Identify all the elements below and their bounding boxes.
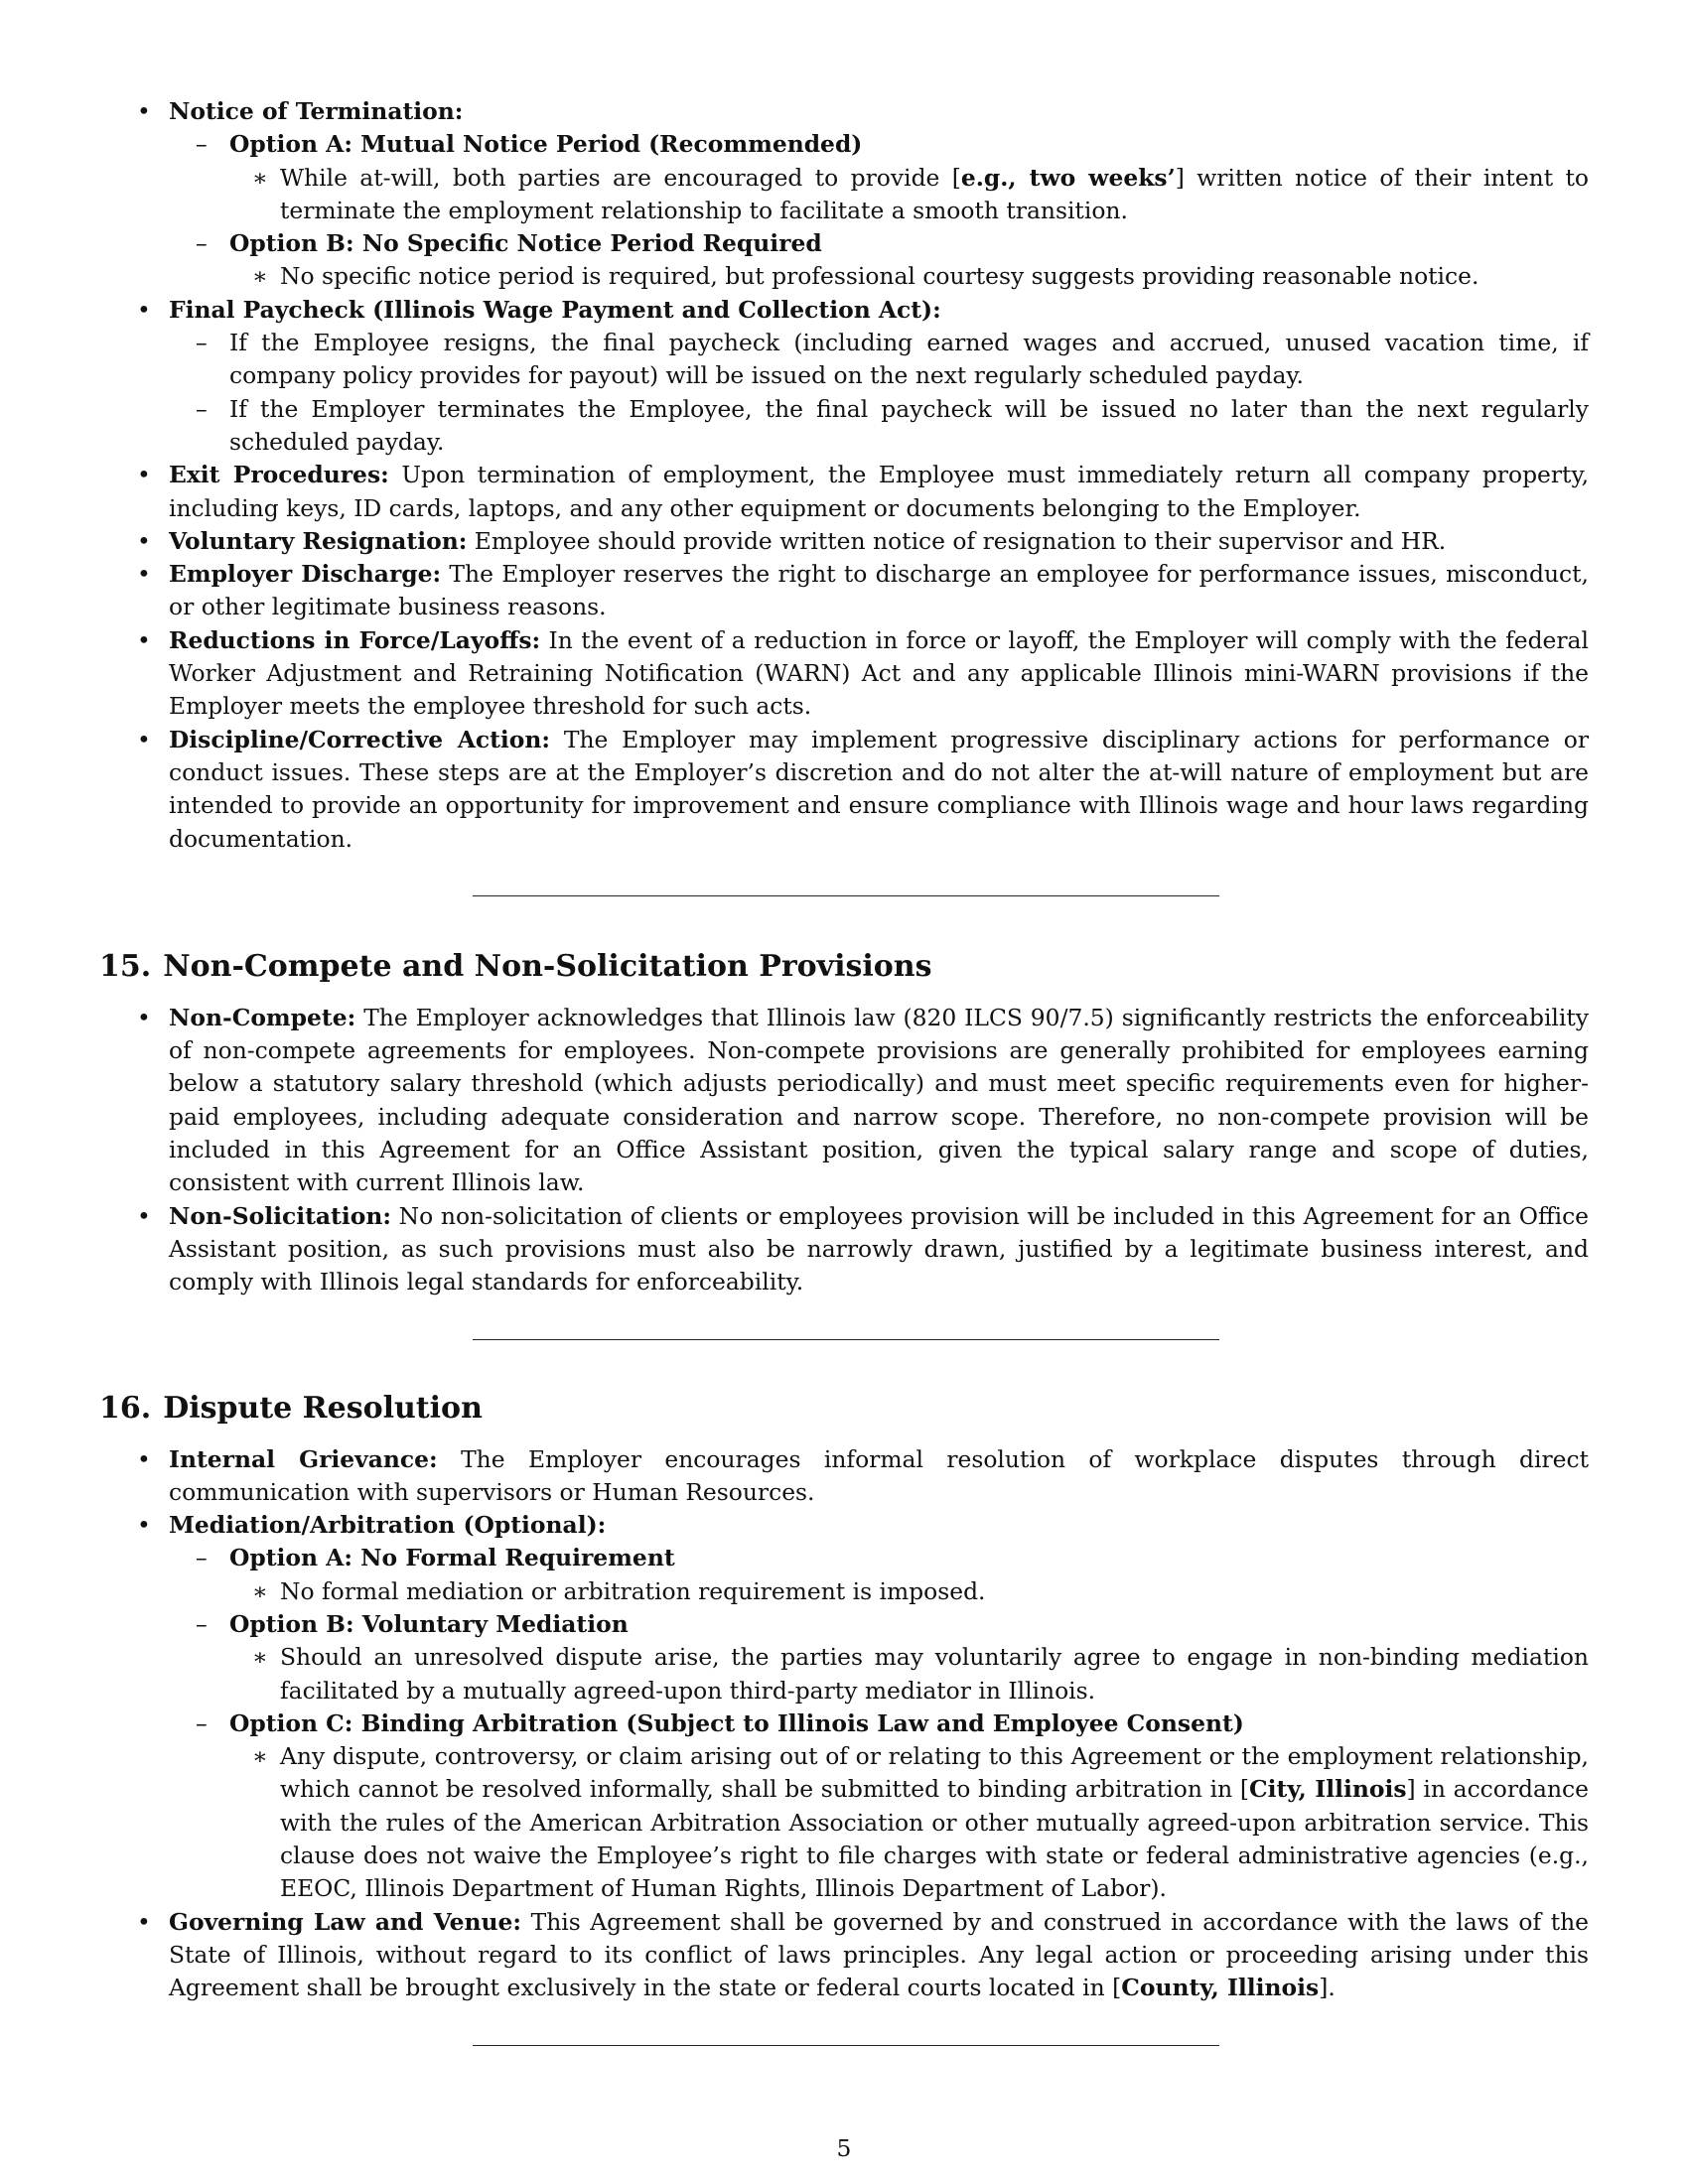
list-item-option-b-text	[99, 260, 1589, 293]
item-label: Reductions in Force/Layoffs:	[169, 625, 541, 654]
item-text: Employee should provide written notice of resignation to their supervisor and HR.	[474, 526, 1447, 555]
dash-marker: –	[196, 1544, 208, 1572]
item-text: The Employer reserves the right to discharge an employee for performance issues, misconduct, or other legitimate business reasons.	[169, 560, 1589, 621]
list-item-non-solicitation	[99, 1200, 1589, 1299]
text-pre: This Agreement shall be governed by and construed in accordance with the laws of the State of Illinois, without regard to its conflict of laws principles. Any legal action or proceeding arising under this Agreement shall be brought exclusively in the state or federal courts located in [	[169, 1907, 1590, 2002]
bullet-marker: •	[137, 1511, 151, 1540]
list-item-option-c	[99, 1707, 1589, 1740]
list-item-discharge	[99, 558, 1589, 624]
item-label: Governing Law and Venue:	[169, 1907, 522, 1936]
placeholder-text: e.g., two weeks’	[960, 163, 1176, 192]
bullet-marker: •	[137, 1201, 151, 1230]
termination-list	[99, 95, 1589, 856]
list-item-grievance	[99, 1443, 1589, 1510]
dash-marker: –	[196, 1609, 208, 1638]
page-number: 5	[836, 2134, 852, 2162]
list-item-notice	[99, 95, 1589, 128]
item-text: Should an unresolved dispute arise, the parties may voluntarily agree to engage in non-binding mediation facilitated by a mutually agreed-upon third-party mediator in Illinois.	[280, 1643, 1589, 1705]
list-item-final-paycheck	[99, 294, 1589, 327]
text-pre: While at-will, both parties are encouraged to provide [	[280, 163, 961, 192]
item-label: Internal Grievance:	[169, 1444, 438, 1473]
list-item-voluntary	[99, 525, 1589, 558]
item-text: If the Employer terminates the Employee, the final paycheck will be issued no later than the next regularly scheduled payday.	[229, 394, 1589, 456]
list-item-option-b	[99, 1608, 1589, 1641]
bullet-marker: •	[137, 461, 151, 489]
item-text: The Employer acknowledges that Illinois law (820 ILCS 90/7.5) significantly restricts the enforceability of non-compete agreements for employees. Non-compete provisions are generally prohibited for employees earning below a statutory salary threshold (which adjusts periodically) and must meet specific requirements even for higher-paid employees, including adequate consideration and narrow scope. Therefore, no non-compete provision will be included in this Agreement for an Office Assistant position, given the typical salary range and scope of duties, consistent with current Illinois law.	[169, 1003, 1589, 1197]
asterisk-marker: ∗	[252, 1742, 268, 1771]
list-item-paycheck-resign	[99, 327, 1589, 393]
list-item-governing-law	[99, 1906, 1589, 2005]
option-label: Option A: Mutual Notice Period (Recommended)	[229, 130, 863, 159]
text-post: ] written notice of their intent to terminate the employment relationship to facilitate a smooth transition.	[280, 163, 1589, 224]
bullet-marker: •	[137, 97, 151, 125]
section-title: Dispute Resolution	[163, 1390, 483, 1426]
item-text: If the Employee resigns, the final paycheck (including earned wages and accrued, unused vacation time, if company policy provides for payout) will be issued on the next regularly scheduled payday.	[229, 329, 1589, 390]
asterisk-marker: ∗	[252, 163, 268, 192]
item-text: No specific notice period is required, but professional courtesy suggests providing reasonable notice.	[280, 262, 1479, 291]
list-item-exit	[99, 459, 1589, 525]
item-label: Discipline/Corrective Action:	[169, 725, 551, 753]
dispute-list	[99, 1443, 1589, 2005]
item-text: Upon termination of employment, the Employee must immediately return all company property, including keys, ID cards, laptops, and any other equipment or documents belonging to the Employer.	[169, 461, 1590, 522]
section-divider	[473, 895, 1219, 896]
placeholder-text: City, Illinois	[1249, 1775, 1407, 1804]
item-text: The Employer may implement progressive disciplinary actions for performance or conduct issues. These steps are at the Employer’s discretion and do not alter the at-will nature of employment but are intended to provide an opportunity for improvement and ensure compliance with Illinois wage and hour laws regarding documentation.	[169, 725, 1589, 853]
section-divider	[473, 1339, 1219, 1340]
option-label: Option B: Voluntary Mediation	[229, 1609, 629, 1638]
item-label: Voluntary Resignation:	[169, 526, 468, 555]
list-item-discipline	[99, 724, 1589, 856]
list-item-layoffs	[99, 624, 1589, 724]
text-pre: Any dispute, controversy, or claim arising out of or relating to this Agreement or the employment relationship, which cannot be resolved informally, shall be submitted to binding arbitration in [	[280, 1742, 1589, 1804]
dash-marker: –	[196, 329, 208, 357]
section-title: Non-Compete and Non-Solicitation Provisions	[163, 948, 932, 984]
item-text: In the event of a reduction in force or layoff, the Employer will comply with the federal Worker Adjustment and Retraining Notification (WARN) Act and any applicable Illinois mini-WARN provisions if the Employer meets the employee threshold for such acts.	[169, 625, 1589, 721]
text-post: ] in accordance with the rules of the American Arbitration Association or other mutually agreed-upon arbitration service. This clause does not waive the Employee’s right to file charges with state or federal administrative agencies (e.g., EEOC, Illinois Department of Human Rights, Illinois Department of Labor).	[280, 1775, 1589, 1903]
section-divider	[473, 2045, 1219, 2046]
list-item-option-b	[99, 227, 1589, 260]
placeholder-text: County, Illinois	[1121, 1974, 1320, 2002]
item-label: Final Paycheck (Illinois Wage Payment and Collection Act):	[169, 295, 941, 324]
bullet-marker: •	[137, 1907, 151, 1936]
item-label: Non-Solicitation:	[169, 1201, 391, 1230]
bullet-marker: •	[137, 526, 151, 555]
asterisk-marker: ∗	[252, 1643, 268, 1672]
item-text: No formal mediation or arbitration requirement is imposed.	[280, 1576, 986, 1605]
list-item-non-compete	[99, 1002, 1589, 1200]
bullet-marker: •	[137, 1444, 151, 1473]
dash-marker: –	[196, 130, 208, 159]
asterisk-marker: ∗	[252, 1576, 268, 1605]
option-label: Option B: No Specific Notice Period Required	[229, 229, 822, 258]
bullet-marker: •	[137, 295, 151, 324]
text-post: ].	[1319, 1974, 1336, 2002]
item-label: Mediation/Arbitration (Optional):	[169, 1511, 607, 1540]
list-item-paycheck-terminate	[99, 393, 1589, 460]
bullet-marker: •	[137, 1003, 151, 1031]
dash-marker: –	[196, 1708, 208, 1737]
bullet-marker: •	[137, 625, 151, 654]
list-item-option-c-text	[99, 1740, 1589, 1905]
option-label: Option A: No Formal Requirement	[229, 1544, 675, 1572]
section-heading-16	[99, 1390, 1589, 1428]
item-text: The Employer encourages informal resolution of workplace disputes through direct communication with supervisors or Human Resources.	[169, 1444, 1590, 1506]
list-item-option-a-text	[99, 1575, 1589, 1608]
document-page	[99, 95, 1589, 2046]
item-label: Employer Discharge:	[169, 560, 442, 589]
asterisk-marker: ∗	[252, 262, 268, 291]
non-compete-list	[99, 1002, 1589, 1299]
option-label: Option C: Binding Arbitration (Subject to Illinois Law and Employee Consent)	[229, 1708, 1244, 1737]
section-number: 16.	[99, 1390, 152, 1426]
item-text: No non-solicitation of clients or employees provision will be included in this Agreement for an Office Assistant position, as such provisions must also be narrowly drawn, justified by a legitimate business interest, and comply with Illinois legal standards for enforceability.	[169, 1201, 1590, 1297]
section-heading-15	[99, 948, 1589, 986]
dash-marker: –	[196, 229, 208, 258]
item-label: Non-Compete:	[169, 1003, 356, 1031]
bullet-marker: •	[137, 560, 151, 589]
item-label: Notice of Termination:	[169, 97, 464, 125]
list-item-option-a	[99, 128, 1589, 161]
item-label: Exit Procedures:	[169, 461, 389, 489]
dash-marker: –	[196, 394, 208, 423]
list-item-mediation	[99, 1509, 1589, 1542]
list-item-option-b-text	[99, 1641, 1589, 1707]
list-item-option-a	[99, 1542, 1589, 1574]
bullet-marker: •	[137, 725, 151, 753]
section-number: 15.	[99, 948, 152, 984]
list-item-option-a-text	[99, 162, 1589, 228]
